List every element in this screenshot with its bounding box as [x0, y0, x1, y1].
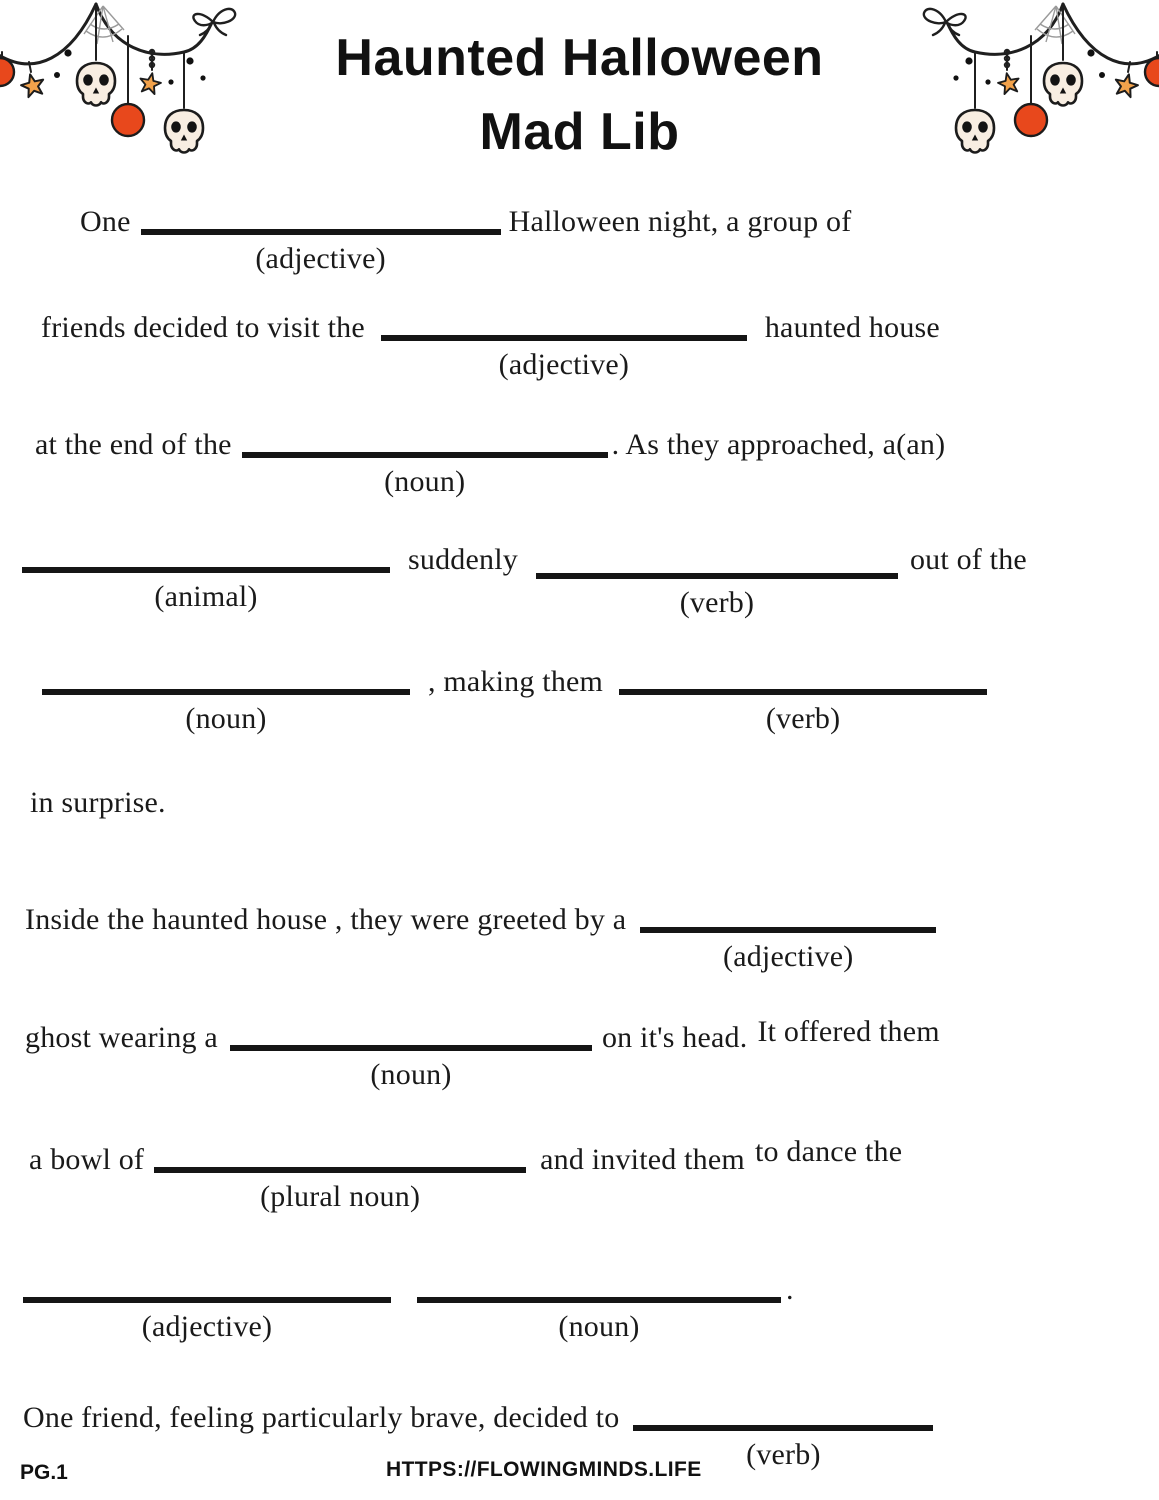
story-text: friends decided to visit the	[41, 311, 365, 344]
story-text: on it's head.	[601, 1021, 748, 1054]
story-text: out of the	[909, 543, 1027, 576]
blank-animal[interactable]	[22, 567, 390, 613]
blank-adjective-1[interactable]	[141, 229, 501, 275]
blank-adjective-3[interactable]	[640, 927, 936, 973]
blank-noun-3[interactable]	[230, 1045, 592, 1091]
blank-adjective-4[interactable]	[23, 1297, 391, 1343]
story-line-10	[23, 1272, 794, 1343]
blank-plural-noun[interactable]	[154, 1167, 526, 1213]
story-text: suddenly	[408, 543, 518, 576]
story-text: to dance the	[754, 1135, 903, 1168]
blank-noun-4[interactable]	[417, 1297, 781, 1343]
page-title-line2: Mad Lib	[479, 102, 680, 161]
story-text: One friend, feeling particularly brave, decided to	[23, 1401, 620, 1434]
blank-adjective-2[interactable]	[381, 335, 747, 381]
blank-label: (verb)	[746, 1438, 821, 1471]
story-text: .	[786, 1273, 794, 1306]
blank-label: (verb)	[765, 702, 841, 735]
story-text: Halloween night, a group of	[508, 205, 852, 238]
blank-label: (adjective)	[498, 348, 630, 381]
story-text: Inside the haunted house , they were greeted by a	[25, 903, 627, 936]
story-text: One	[80, 205, 131, 238]
blank-label: (verb)	[679, 586, 755, 619]
page-title	[0, 22, 1159, 170]
blank-label: (noun)	[370, 1058, 452, 1091]
story-text: It offered them	[757, 1015, 940, 1048]
footer-url: HTTPS://FLOWINGMINDS.LIFE	[386, 1458, 702, 1481]
story-text: haunted house	[764, 311, 940, 344]
story-line-1	[80, 204, 852, 275]
blank-label: (noun)	[558, 1310, 640, 1343]
page-number: PG.1	[20, 1461, 68, 1484]
story-text: in surprise.	[30, 786, 166, 819]
story-text: ghost wearing a	[25, 1021, 218, 1054]
blank-verb-2[interactable]	[619, 689, 987, 735]
story-line-4	[22, 542, 1027, 619]
story-line-3	[35, 427, 946, 498]
blank-noun-1[interactable]	[242, 452, 608, 498]
story-text: . As they approached, a(an)	[611, 428, 946, 461]
page-title-line1: Haunted Halloween	[335, 29, 824, 87]
blank-verb-3[interactable]	[633, 1425, 933, 1471]
blank-noun-2[interactable]	[42, 689, 410, 735]
story-text: a bowl of	[29, 1143, 145, 1176]
blank-verb-1[interactable]	[536, 573, 898, 619]
blank-label: (adjective)	[255, 242, 386, 275]
story-line-9	[29, 1135, 903, 1213]
story-line-2	[41, 310, 940, 381]
story-line-5	[42, 664, 987, 735]
blank-label: (adjective)	[141, 1310, 273, 1343]
blank-label: (noun)	[384, 465, 466, 498]
story-line-7	[25, 902, 936, 973]
blank-label: (noun)	[185, 702, 267, 735]
blank-label: (plural noun)	[260, 1180, 421, 1213]
blank-label: (adjective)	[723, 940, 854, 973]
blank-label: (animal)	[154, 580, 258, 613]
story-line-8	[25, 1015, 940, 1091]
story-line-6	[30, 785, 166, 821]
story-text: , making them	[428, 665, 604, 698]
story-text: and invited them	[540, 1143, 745, 1176]
story-text: at the end of the	[35, 428, 232, 461]
